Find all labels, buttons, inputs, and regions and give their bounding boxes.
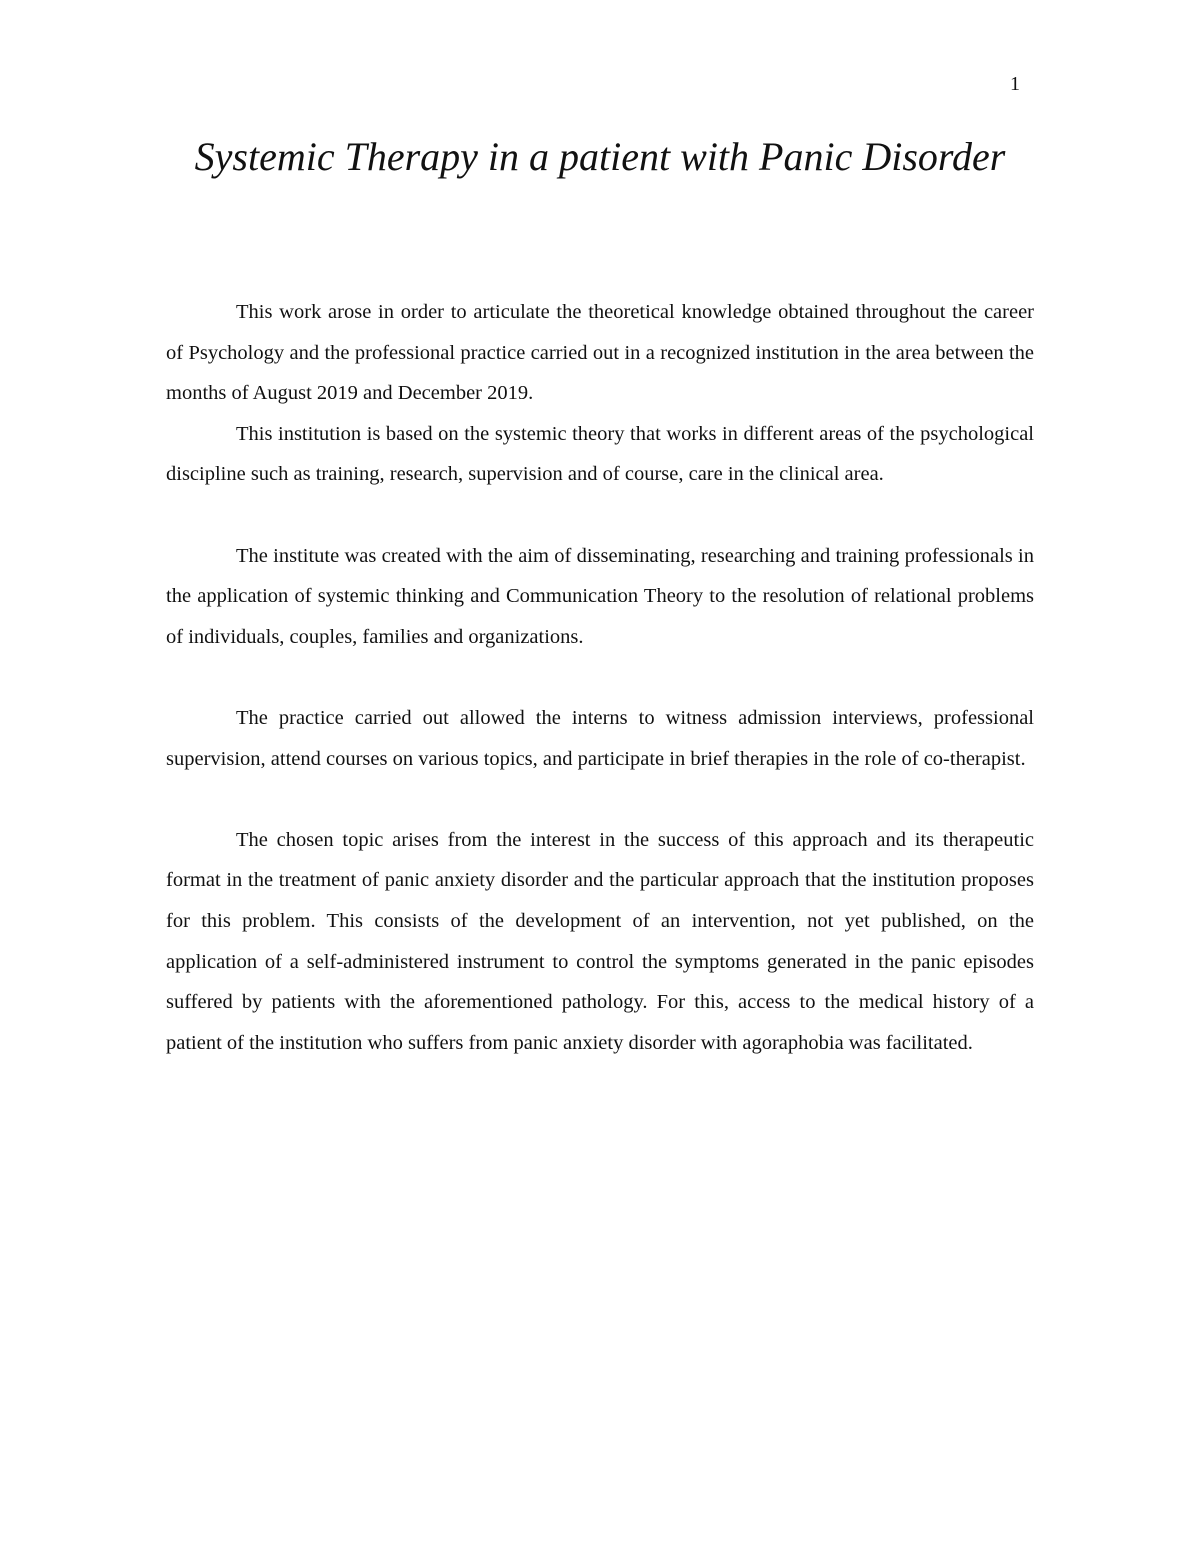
paragraph-chosen-topic: The chosen topic arises from the interest in the success of this approach and its therapeutic format in the treatment of panic anxiety disorder and the particular approach that the institution proposes for this problem. This consists of the development of an intervention, not yet published, on the application of a self-administered instrument to control the symptoms generated in the panic episodes suffered by patients with the aforementioned pathology. For this, access to the medical history of a patient of the institution who suffers from panic anxiety disorder with agoraphobia was facilitated. xyxy=(166,828,1034,1054)
paragraph-institute-aim: The institute was created with the aim of disseminating, researching and training professionals in the application of systemic thinking and Communication Theory to the resolution of relational problems of individuals, couples, families and organizations. xyxy=(166,544,1034,648)
document-body xyxy=(166,292,1034,1063)
paragraph-institution: This institution is based on the systemic theory that works in different areas of the psychological discipline such as training, research, supervision and of course, care in the clinical area. xyxy=(166,422,1034,486)
document-title: Systemic Therapy in a patient with Panic Disorder xyxy=(194,134,1006,179)
paragraph-practice: The practice carried out allowed the interns to witness admission interviews, professional supervision, attend courses on various topics, and participate in brief therapies in the role of co-therapist. xyxy=(166,706,1034,770)
paragraph-intro: This work arose in order to articulate the theoretical knowledge obtained throughout the career of Psychology and the professional practice carried out in a recognized institution in the area between the months of August 2019 and December 2019. xyxy=(166,301,1034,405)
page-number: 1 xyxy=(1010,73,1020,95)
